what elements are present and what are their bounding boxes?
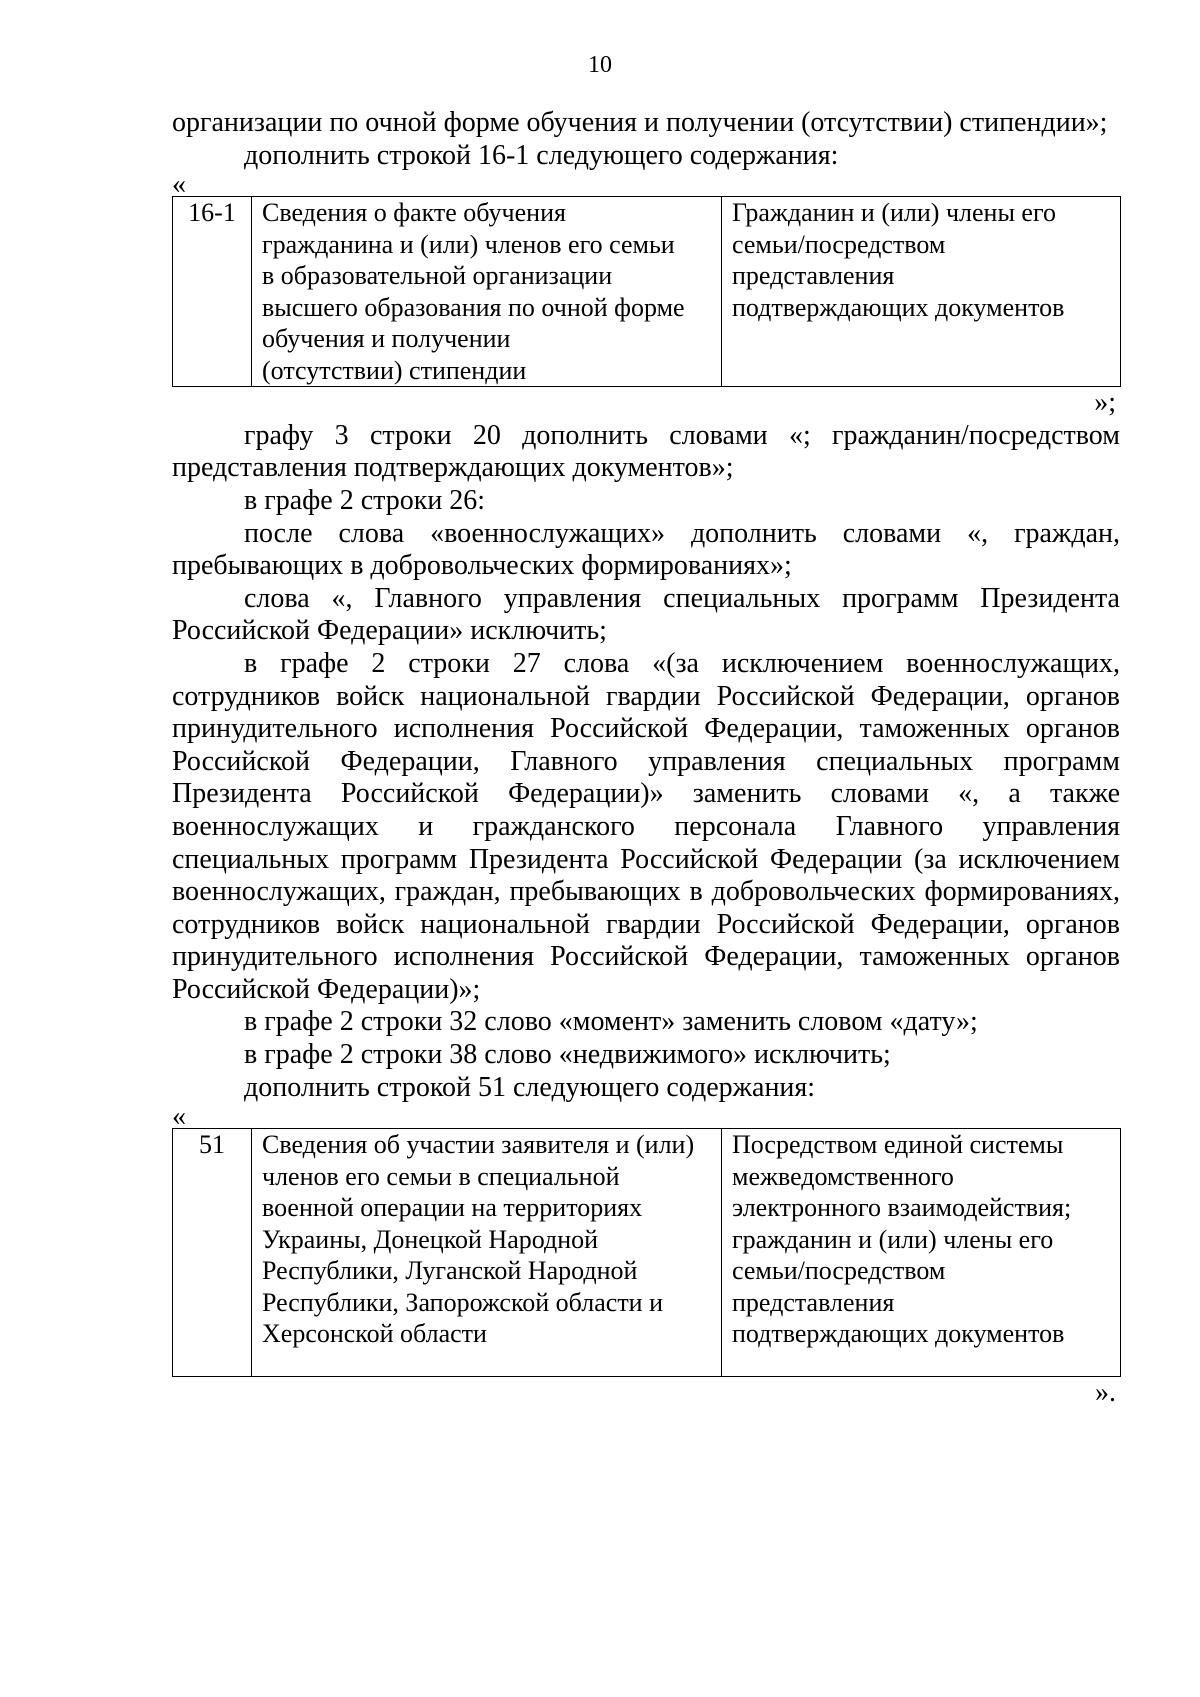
table-row (173, 1129, 1121, 1377)
cell-line: Украины, Донецкой Народной (262, 1224, 599, 1254)
document-body (172, 107, 1120, 1410)
cell-line: подтверждающих документов (732, 1319, 1065, 1349)
row-number-cell: 16-1 (173, 197, 252, 387)
cell-line: (отсутствии) стипендии (262, 355, 527, 385)
cell-line: подтверждающих документов (732, 292, 1065, 322)
paragraph: в графе 2 строки 26: (244, 484, 486, 516)
cell-line: семьи/посредством (732, 1256, 946, 1286)
cell-line: Сведения о факте обучения (262, 198, 566, 228)
cell-line: Сведения об участии заявителя и (или) (262, 1130, 695, 1160)
paragraph: слова «, Главного управления специальных программ Президента Российской Федерации» исключить; (172, 582, 1120, 647)
cell-line: обучения и получении (262, 324, 511, 354)
row-source-cell (722, 197, 1121, 387)
cell-line: электронного взаимодействия; (732, 1193, 1072, 1223)
row-source-cell (722, 1129, 1121, 1377)
intro-paragraph: организации по очной форме обучения и получении (отсутствии) стипендии»; (172, 107, 1108, 138)
row-number-cell: 51 (173, 1129, 252, 1377)
cell-line: высшего образования по очной форме (262, 292, 685, 322)
cell-line: семьи/посредством (732, 229, 946, 259)
paragraph: графу 3 строки 20 дополнить словами «; гражданин/посредством представления подтверждающих документов»; (172, 419, 1120, 484)
quote-close-1: »; (1094, 387, 1116, 419)
intro-instruction: дополнить строкой 16-1 следующего содержания: (244, 139, 839, 171)
table-row (173, 197, 1121, 387)
paragraph: дополнить строкой 51 следующего содержания: (244, 1071, 816, 1103)
cell-line: членов его семьи в специальной (262, 1161, 620, 1191)
cell-line: в образовательной организации (262, 261, 613, 291)
paragraph: в графе 2 строки 32 слово «момент» заменить словом «дату»; (244, 1006, 978, 1038)
row-description-cell (252, 197, 722, 387)
cell-line: представления (732, 261, 895, 291)
quote-open-1: « (172, 169, 186, 201)
cell-line: военной операции на территориях (262, 1193, 643, 1223)
paragraph: после слова «военнослужащих» дополнить словами «, граждан, пребывающих в добровольческих формированиях»; (172, 517, 1120, 582)
table-row-16-1 (172, 196, 1121, 387)
paragraph: в графе 2 строки 27 слова «(за исключением военнослужащих, сотрудников войск национальной гвардии Российской Федерации, органов принудительного исполнения Российской Федерации, таможенных органов Российской Федерации, Главного управления специальных программ Президента Российской Федерации)» заменить словами «, а также военнослужащих и гражданского персонала Главного управления специальных программ Президента Российской Федерации (за исключением военнослужащих, граждан, пребывающих в добровольческих формированиях, сотрудников войск национальной гвардии Российской Федерации, органов принудительного исполнения Российской Федерации, таможенных органов Российской Федерации)»; (172, 647, 1120, 1005)
quote-open-2: « (172, 1101, 186, 1133)
cell-line: гражданина и (или) членов его семьи (262, 229, 675, 259)
cell-line: Посредством единой системы (732, 1130, 1064, 1160)
cell-line: Херсонской области (262, 1319, 487, 1349)
cell-line: представления (732, 1287, 895, 1317)
cell-line: межведомственного (732, 1161, 954, 1191)
quote-close-2: ». (1095, 1377, 1116, 1409)
cell-line: гражданин и (или) члены его (732, 1224, 1054, 1254)
paragraph: в графе 2 строки 38 слово «недвижимого» исключить; (244, 1039, 891, 1071)
cell-line: Гражданин и (или) члены его (732, 198, 1056, 228)
page-number: 10 (588, 52, 612, 78)
cell-line: Республики, Запорожской области и (262, 1287, 664, 1317)
row-description-cell (252, 1129, 722, 1377)
table-row-51 (172, 1128, 1121, 1377)
cell-line: Республики, Луганской Народной (262, 1256, 638, 1286)
